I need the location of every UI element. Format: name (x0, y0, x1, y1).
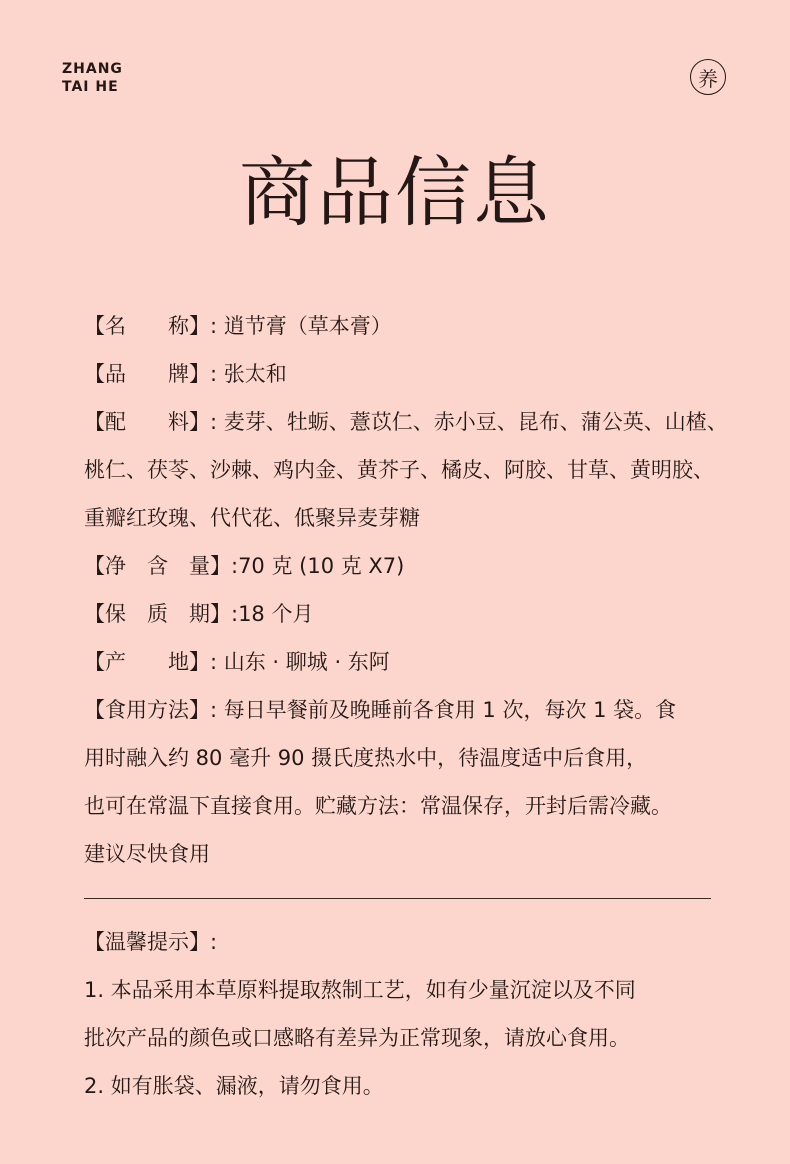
tips-heading: 【温馨提示】: (84, 930, 218, 954)
value-usage-3: 也可在常温下直接食用。贮藏方法：常温保存，开封后需冷藏。 (84, 794, 672, 818)
brand-logo (62, 60, 123, 96)
product-info (84, 302, 728, 878)
info-name (84, 302, 724, 350)
label-ingredients: 【配 料】 (84, 410, 210, 434)
tips-line-1: 1. 本品采用本草原料提取熬制工艺，如有少量沉淀以及不同 (84, 978, 636, 1002)
tips-line-3: 2. 如有胀袋、漏液，请勿食用。 (84, 1074, 384, 1098)
value-name: : 逍节膏（草本膏） (210, 314, 392, 338)
value-usage-2: 用时融入约 80 毫升 90 摄氏度热水中，待温度适中后食用， (84, 746, 648, 770)
label-origin: 【产 地】 (84, 650, 210, 674)
value-ingredients-2: 桃仁、茯苓、沙棘、鸡内金、黄芥子、橘皮、阿胶、甘草、黄明胶、 (84, 458, 714, 482)
info-usage (84, 686, 724, 734)
info-shelf (84, 590, 724, 638)
value-usage-1: : 每日早餐前及晚睡前各食用 1 次，每次 1 袋。食 (210, 698, 677, 722)
section-divider (84, 898, 711, 899)
info-ingredients (84, 398, 728, 446)
label-name: 【名 称】 (84, 314, 210, 338)
value-usage-4: 建议尽快食用 (84, 842, 210, 866)
value-net: :70 克 (10 克 X7) (231, 554, 405, 578)
label-usage: 【食用方法】 (84, 698, 210, 722)
label-brand: 【品 牌】 (84, 362, 210, 386)
brand-line-1: ZHANG (62, 61, 123, 77)
label-shelf: 【保 质 期】 (84, 602, 231, 626)
seal-icon (690, 59, 726, 95)
label-net: 【净 含 量】 (84, 554, 231, 578)
info-brand (84, 350, 724, 398)
value-origin: : 山东 · 聊城 · 东阿 (210, 650, 390, 674)
value-ingredients-3: 重瓣红玫瑰、代代花、低聚异麦芽糖 (84, 506, 420, 530)
info-origin (84, 638, 724, 686)
tips-section (84, 918, 724, 1110)
value-ingredients-1: : 麦芽、牡蛎、薏苡仁、赤小豆、昆布、蒲公英、山楂、 (210, 410, 728, 434)
tips-line-2: 批次产品的颜色或口感略有差异为正常现象，请放心食用。 (84, 1026, 630, 1050)
seal-char: 养 (698, 66, 718, 91)
page-title: 商品信息 (239, 148, 551, 237)
value-shelf: :18 个月 (231, 602, 314, 626)
value-brand: : 张太和 (210, 362, 287, 386)
info-net (84, 542, 724, 590)
brand-line-2: TAI HE (62, 79, 119, 95)
